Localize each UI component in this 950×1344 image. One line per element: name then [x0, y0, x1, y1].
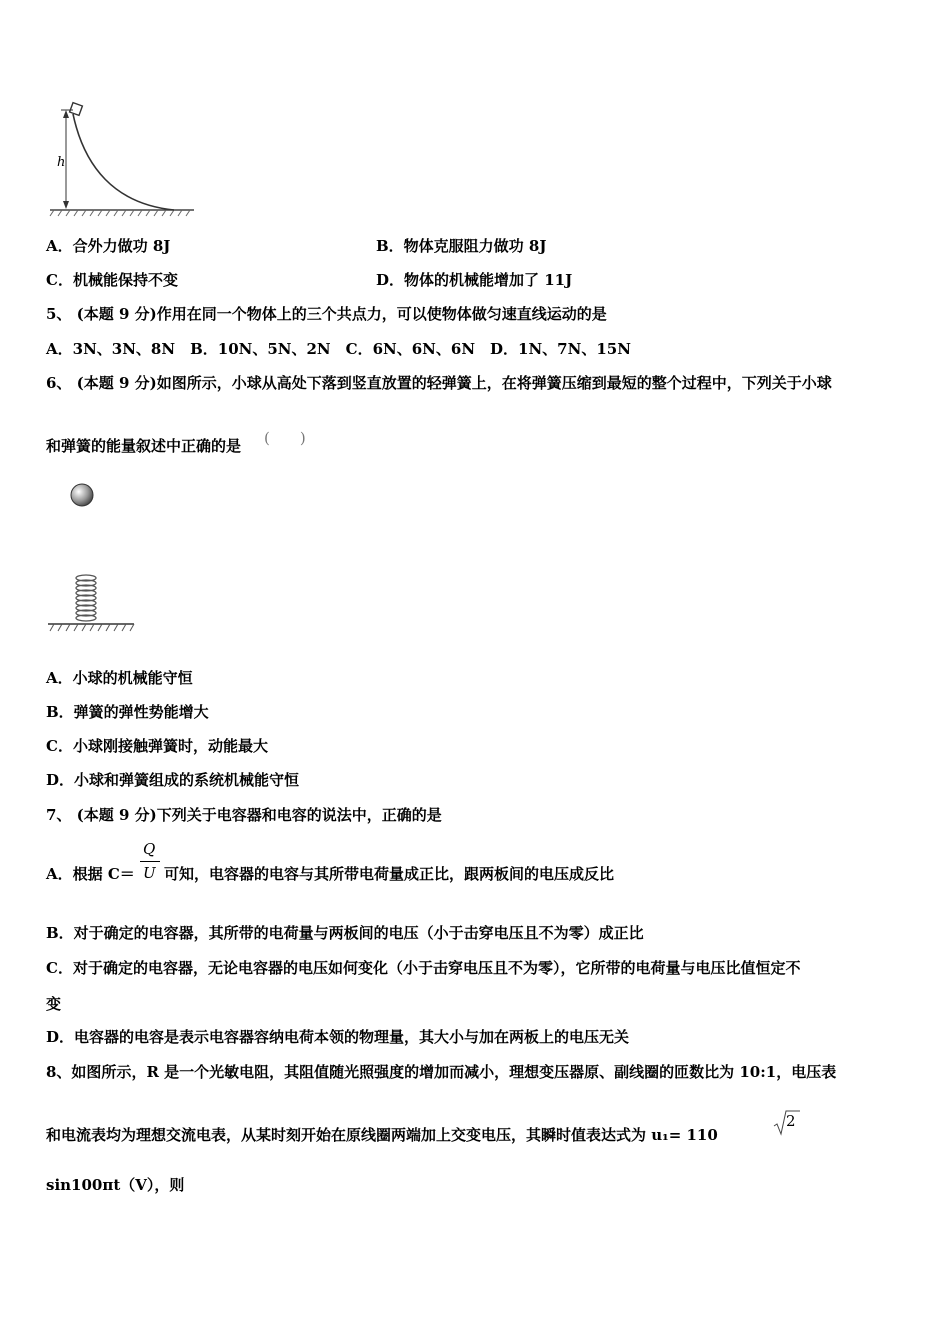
q5-stem: 5、 (本题 9 分)作用在同一个物体上的三个共点力，可以使物体做匀速直线运动的是 — [46, 305, 607, 323]
q6-option-d: D．小球和弹簧组成的系统机械能守恒 — [46, 771, 300, 789]
q7-option-b: B．对于确定的电容器，其所带的电荷量与两板间的电压（小于击穿电压且不为零）成正比 — [46, 924, 644, 942]
height-label: h — [57, 155, 66, 170]
curved-track-figure — [44, 96, 204, 218]
q6-option-a: A．小球的机械能守恒 — [46, 669, 193, 687]
q4-option-c: C．机械能保持不变 — [46, 271, 178, 289]
q6-option-c: C．小球刚接触弹簧时，动能最大 — [46, 737, 268, 755]
fraction-numerator: Q — [143, 840, 156, 858]
q7-option-d: D．电容器的电容是表示电容器容纳电荷本领的物理量，其大小与加在两板上的电压无关 — [46, 1028, 630, 1046]
q4-option-a: A．合外力做功 8J — [46, 237, 171, 255]
q6-stem-line2: 和弹簧的能量叙述中正确的是 — [46, 437, 242, 455]
q7-stem: 7、 (本题 9 分)下列关于电容器和电容的说法中，正确的是 — [46, 806, 442, 824]
q8-stem-line1: 8、如图所示，R 是一个光敏电阻，其阻值随光照强度的增加而减小，理想变压器原、副线圈的匝数比为 10:1，电压表 — [46, 1063, 837, 1081]
q6-stem-line1: 6、 (本题 9 分)如图所示，小球从高处下落到竖直放置的轻弹簧上，在将弹簧压缩到最短的整个过程中，下列关于小球 — [46, 374, 832, 392]
q7-option-a-text: 可知，电容器的电容与其所带电荷量成正比，跟两板间的电压成反比 — [164, 865, 615, 883]
fraction-bar — [140, 861, 160, 862]
q7-option-a-prefix: A．根据 C＝ — [46, 865, 135, 883]
spring — [76, 575, 96, 621]
q6-option-b: B．弹簧的弹性势能增大 — [46, 703, 209, 721]
q7-option-c-line2: 变 — [46, 995, 62, 1013]
q4-option-d: D．物体的机械能增加了 11J — [376, 271, 573, 289]
q8-stem-line3: sin100πt（V），则 — [46, 1176, 185, 1194]
q8-stem-line2: 和电流表均为理想交流电表，从某时刻开始在原线圈两端加上交变电压，其瞬时值表达式为 u₁= 110 — [46, 1126, 718, 1144]
q6-answer-paren: ( ) — [264, 429, 306, 447]
sqrt-value: 2 — [786, 1112, 796, 1130]
q5-options: A．3N、3N、8N B．10N、5N、2N C．6N、6N、6N D．1N、7N、15N — [46, 340, 631, 358]
ball — [71, 484, 93, 506]
ball-spring-figure — [44, 478, 144, 638]
fraction-denominator: U — [143, 864, 156, 882]
q7-option-c-line1: C．对于确定的电容器，无论电容器的电压如何变化（小于击穿电压且不为零），它所带的电荷量与电压比值恒定不 — [46, 959, 801, 977]
q4-option-b: B．物体克服阻力做功 8J — [376, 237, 547, 255]
